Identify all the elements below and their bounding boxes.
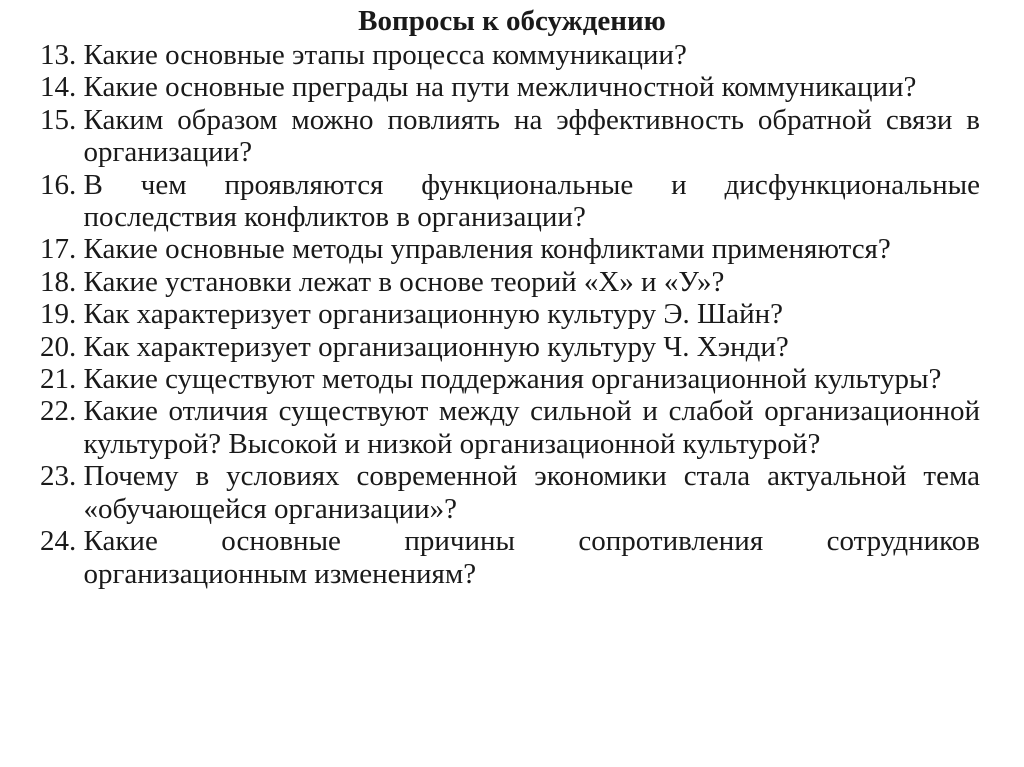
question-item — [40, 71, 980, 103]
question-text: Какие существуют методы поддержания организационной культуры? — [83, 363, 942, 396]
question-text: Какие установки лежат в основе теорий «Х» и «У»? — [83, 265, 725, 298]
question-item — [40, 331, 980, 363]
question-number: 23. — [40, 460, 77, 493]
question-number: 22. — [40, 395, 77, 428]
question-number: 19. — [40, 298, 77, 331]
question-item — [40, 233, 980, 265]
question-number: 13. — [40, 39, 77, 71]
question-number: 14. — [40, 71, 77, 104]
question-text: Какие основные методы управления конфликтами применяются? — [83, 233, 891, 266]
question-text: Как характеризует организационную культуру Ч. Хэнди? — [83, 330, 789, 363]
question-number: 15. — [40, 103, 77, 136]
question-text: Как характеризует организационную культуру Э. Шайн? — [83, 298, 784, 331]
question-item — [40, 169, 980, 234]
question-text: Какие основные причины сопротивления сотрудников организационным изменениям? — [83, 525, 980, 590]
question-item — [40, 363, 980, 395]
question-text: Почему в условиях современной экономики стала актуальной тема «обучающейся организации»? — [83, 460, 980, 525]
question-text: Какие основные преграды на пути межличностной коммуникации? — [83, 71, 917, 104]
question-text: Какие отличия существуют между сильной и слабой организационной культурой? Высокой и низкой организационной культурой? — [83, 395, 980, 460]
question-item — [40, 525, 980, 590]
slide-title: Вопросы к обсуждению — [358, 5, 666, 37]
question-text: В чем проявляются функциональные и дисфункциональные последствия конфликтов в организации? — [83, 168, 980, 234]
question-text: Какие основные этапы процесса коммуникации? — [83, 39, 687, 71]
question-text: Каким образом можно повлиять на эффективность обратной связи в организации? — [83, 103, 980, 169]
question-number: 16. — [40, 168, 77, 201]
question-number: 17. — [40, 233, 77, 266]
question-number: 21. — [40, 363, 77, 396]
question-item — [40, 104, 980, 169]
question-item — [40, 298, 980, 330]
question-number: 24. — [40, 525, 77, 558]
question-list — [40, 39, 980, 590]
question-item — [40, 266, 980, 298]
question-number: 18. — [40, 265, 77, 298]
question-item — [40, 460, 980, 525]
question-item — [40, 395, 980, 460]
question-number: 20. — [40, 330, 77, 363]
question-item — [40, 39, 980, 71]
